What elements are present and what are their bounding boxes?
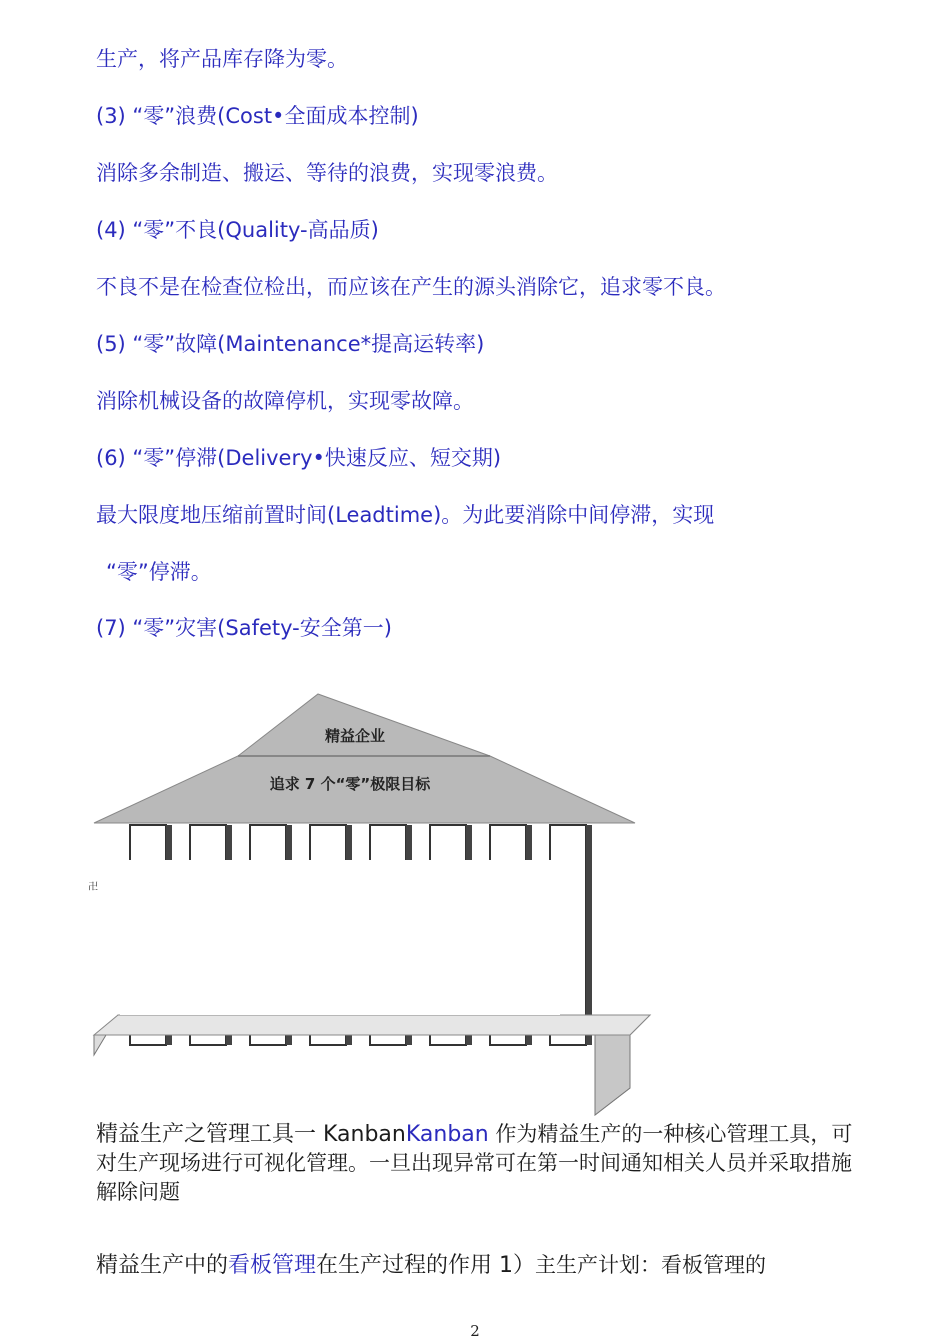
role-part1: 精益生产中的 [96,1253,229,1278]
stray-mark: 卍 [88,882,98,893]
line-9: 最大限度地压缩前置时间(Leadtime)。为此要消除中间停滞，实现 [96,503,715,527]
role-part4: 主生产计划：看板管理的 [535,1253,767,1277]
role-paragraph [96,1251,866,1280]
kanban-paragraph [96,1120,866,1207]
kanban-text: 作为精益生产的一种核心管理工具，可对生产现场进行可视化管理。一旦出现异常可在第一时间通知相关人员并采取措施解除问题 [96,1122,853,1204]
line-3: 消除多余制造、搬运、等待的浪费，实现零浪费。 [96,161,558,185]
page-number: 2 [470,1322,480,1340]
item-4-heading: (4) “零”不良(Quality-高品质) [96,218,379,242]
item-3-heading: (3) “零”浪费(Cost•全面成本控制) [96,104,419,128]
roof-goal-label: 追求 7 个“零”极限目标 [269,775,431,793]
role-part3: 在生产过程的作用 1） [316,1253,536,1278]
kanban-title-blue: Kanban [405,1122,489,1147]
role-part2: 看板管理 [228,1253,317,1278]
kanban-title: 精益生产之管理工具一 Kanban [96,1122,406,1147]
line-5: 不良不是在检查位检出，而应该在产生的源头消除它，追求零不良。 [96,275,726,299]
item-6-heading: (6) “零”停滞(Delivery•快速反应、短交期) [96,446,502,470]
line-10: “零”停滞。 [106,560,212,584]
line-1: 生产，将产品库存降为零。 [96,47,348,71]
line-7: 消除机械设备的故障停机，实现零故障。 [96,389,474,413]
item-5-heading: (5) “零”故障(Maintenance*提高运转率) [96,332,485,356]
item-7-heading: (7) “零”灾害(Safety-安全第一) [96,616,392,640]
lean-house-diagram [90,690,650,1124]
roof-top-label: 精益企业 [324,727,386,745]
